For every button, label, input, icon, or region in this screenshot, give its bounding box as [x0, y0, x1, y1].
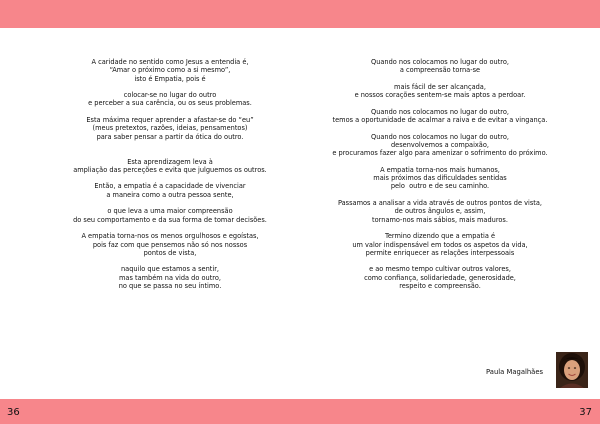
text-line: “Amar o próximo como a si mesmo”,: [109, 66, 231, 75]
text-line: A empatia torna-nos os menos orgulhosos e egoístas,: [81, 232, 259, 241]
author-portrait-icon: [556, 352, 588, 388]
paragraph: [320, 58, 560, 75]
paragraph: [40, 207, 300, 224]
paragraph: [320, 133, 560, 158]
author-photo: [556, 352, 588, 388]
text-line: desenvolvemos a compaixão,: [391, 140, 489, 149]
bottom-color-band: [0, 399, 600, 424]
text-line: como confiança, solidariedade, generosidade,: [364, 273, 516, 282]
paragraph: [320, 83, 560, 100]
text-line: permite enriquecer as relações interpessoais: [365, 248, 515, 257]
text-line: Quando nos colocamos no lugar do outro,: [371, 58, 509, 66]
text-line: Esta aprendizagem leva à: [127, 157, 213, 166]
text-line: a compreensão torna-se: [399, 66, 481, 75]
page-number-right: 37: [579, 407, 592, 418]
paragraph: [40, 265, 300, 290]
right-page-text: [320, 58, 560, 299]
paragraph: [320, 232, 560, 257]
text-line: temos a oportunidade de acalmar a raiva e de evitar a vingança.: [332, 116, 548, 125]
left-page-text: [40, 58, 300, 299]
text-line: Então, a empatia é a capacidade de vivenciar: [94, 182, 246, 191]
text-line: e ao mesmo tempo cultivar outros valores,: [369, 265, 511, 274]
text-line: tornamo-nos mais sábios, mais maduros.: [372, 215, 508, 224]
text-line: colocar-se no lugar do outro: [123, 91, 217, 100]
text-line: e perceber a sua carência, ou os seus problemas.: [88, 99, 252, 108]
paragraph: [320, 199, 560, 224]
top-color-band: [0, 0, 600, 28]
text-line: e procuramos fazer algo para amenizar o sofrimento do próximo.: [332, 149, 548, 158]
paragraph: [40, 232, 300, 257]
page-number-left: 36: [7, 407, 20, 418]
text-line: um valor indispensável em todos os aspetos da vida,: [352, 240, 528, 249]
text-line: isto é Empatia, pois é: [134, 74, 206, 83]
text-line: a maneira como a outra pessoa sente,: [106, 190, 234, 199]
paragraph: [320, 166, 560, 191]
text-line: para saber pensar a partir da ótica do outro.: [96, 132, 244, 141]
text-line: de outros ângulos e, assim,: [394, 207, 486, 216]
paragraph: [320, 108, 560, 125]
paragraph: [40, 116, 300, 141]
text-line: Esta máxima requer aprender a afastar-se do “eu”: [86, 116, 254, 125]
paragraph: [40, 158, 300, 175]
text-line: mais próximos das dificuldades sentidas: [373, 174, 507, 183]
text-line: mas também na vida do outro,: [119, 273, 221, 282]
text-line: do seu comportamento e da sua forma de tomar decisões.: [73, 215, 267, 224]
paragraph: [320, 265, 560, 290]
text-line: pontos de vista,: [143, 248, 197, 257]
paragraph: [40, 58, 300, 83]
text-line: mais fácil de ser alcançada,: [394, 82, 486, 91]
text-line: pois faz com que pensemos não só nos nossos: [92, 240, 248, 249]
text-line: Quando nos colocamos no lugar do outro,: [371, 132, 509, 141]
text-line: Termino dizendo que a empatia é: [384, 232, 496, 241]
text-line: pelo outro e de seu caminho.: [390, 182, 490, 191]
text-line: Passamos a analisar a vida através de outros pontos de vista,: [337, 199, 543, 208]
text-line: (meus pretextos, razões, ideias, pensamentos): [92, 124, 248, 133]
text-line: naquilo que estamos a sentir,: [120, 265, 220, 274]
text-line: no que se passa no seu íntimo.: [118, 282, 222, 291]
text-line: respeito e compreensão.: [399, 282, 481, 291]
text-line: Quando nos colocamos no lugar do outro,: [371, 107, 509, 116]
text-line: e nossos corações sentem-se mais aptos a perdoar.: [354, 91, 526, 100]
author-name: Paula Magalhães: [486, 368, 544, 376]
text-line: A caridade no sentido como Jesus a entendia é,: [91, 58, 249, 66]
paragraph: [40, 182, 300, 199]
paragraph: [40, 91, 300, 108]
text-line: o que leva a uma maior compreensão: [107, 207, 233, 216]
text-line: A empatia torna-nos mais humanos,: [380, 165, 500, 174]
text-line: ampliação das perceções e evita que julguemos os outros.: [73, 165, 267, 174]
